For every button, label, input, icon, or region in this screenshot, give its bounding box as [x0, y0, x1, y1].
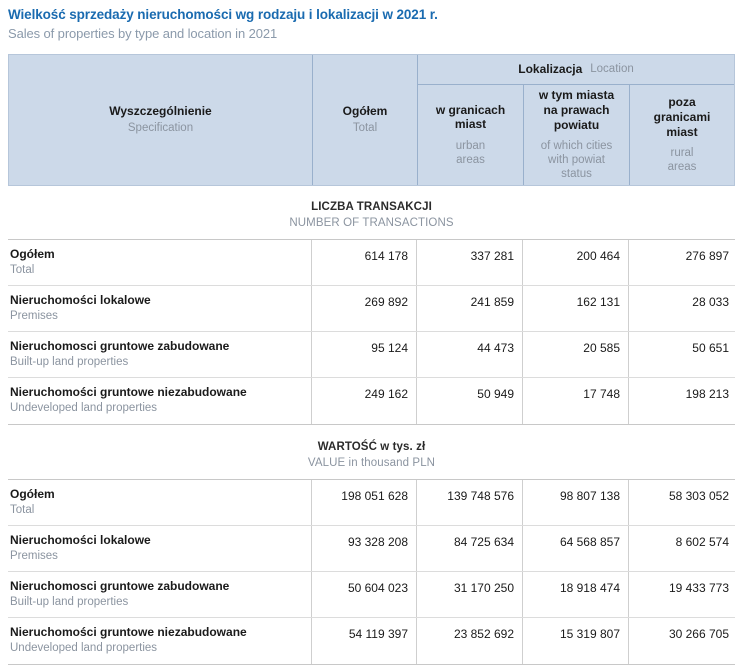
row-label-polish: Nieruchomości lokalowe — [10, 532, 151, 547]
cell-powiat: 162 131 — [523, 286, 629, 331]
section-1-title-english: NUMBER OF TRANSACTIONS — [289, 216, 454, 229]
cell-rural: 198 213 — [685, 386, 729, 401]
header-location-english: Location — [590, 63, 634, 76]
row-label-cell — [8, 240, 312, 285]
table-row — [8, 572, 735, 618]
row-label-cell — [8, 286, 312, 331]
table-row — [8, 286, 735, 332]
table-row — [8, 480, 735, 526]
cell-total: 269 892 — [312, 286, 417, 331]
cell-powiat: 20 585 — [523, 332, 629, 377]
cell-rural: 30 266 705 — [668, 626, 729, 641]
cell-rural: 50 651 — [692, 340, 729, 355]
row-label-english: Premises — [10, 309, 58, 322]
row-label-polish: Nieruchomosci gruntowe zabudowane — [10, 578, 230, 593]
cell-total: 614 178 — [312, 240, 417, 285]
table-header — [8, 54, 735, 186]
table-row — [8, 332, 735, 378]
row-label-english: Total — [10, 263, 35, 276]
header-total-english: Total — [352, 122, 378, 135]
cell-urban: 84 725 634 — [417, 526, 523, 571]
page-title-polish: Wielkość sprzedaży nieruchomości wg rodzaju i lokalizacji w 2021 r. — [8, 7, 438, 22]
cell-urban: 31 170 250 — [417, 572, 523, 617]
row-label-polish: Ogółem — [10, 246, 55, 261]
cell-rural: 58 303 052 — [668, 488, 729, 503]
row-label-english: Undeveloped land properties — [10, 402, 158, 415]
cell-total: 95 124 — [312, 332, 417, 377]
cell-urban: 139 748 576 — [417, 480, 523, 525]
table-row — [8, 526, 735, 572]
row-label-cell — [8, 332, 312, 377]
row-label-polish: Ogółem — [10, 486, 55, 501]
row-label-english: Total — [10, 503, 35, 516]
table-body-transactions — [8, 239, 735, 425]
row-label-cell — [8, 618, 312, 664]
row-label-polish: Nieruchomosci gruntowe zabudowane — [10, 338, 230, 353]
cell-powiat: 200 464 — [523, 240, 629, 285]
row-label-english: Built-up land properties — [10, 595, 129, 608]
row-label-english: Undeveloped land properties — [10, 642, 158, 655]
table-row — [8, 618, 735, 664]
header-cell-total — [313, 55, 418, 185]
cell-powiat: 17 748 — [523, 378, 629, 424]
row-label-cell — [8, 480, 312, 525]
cell-total: 50 604 023 — [312, 572, 417, 617]
header-urban-english: urban areas — [455, 139, 486, 166]
title-block — [8, 0, 742, 43]
row-label-polish: Nieruchomości lokalowe — [10, 292, 151, 307]
cell-powiat: 64 568 857 — [523, 526, 629, 571]
cell-rural: 28 033 — [692, 294, 729, 309]
header-specification-polish: Wyszczególnienie — [109, 104, 212, 119]
header-cell-urban-areas — [418, 85, 524, 185]
header-cell-specification — [9, 55, 313, 185]
header-cell-rural-areas — [630, 85, 734, 185]
cell-urban: 241 859 — [417, 286, 523, 331]
cell-rural: 19 433 773 — [668, 580, 729, 595]
row-label-cell — [8, 572, 312, 617]
section-heading-transactions — [8, 186, 735, 239]
cell-powiat: 98 807 138 — [523, 480, 629, 525]
cell-urban: 50 949 — [417, 378, 523, 424]
page-title-english: Sales of properties by type and location in 2021 — [8, 25, 278, 41]
header-location-title — [418, 55, 734, 85]
section-heading-value — [8, 425, 735, 479]
cell-total: 54 119 397 — [312, 618, 417, 664]
row-label-cell — [8, 378, 312, 424]
row-label-polish: Nieruchomości gruntowe niezabudowane — [10, 385, 247, 400]
cell-urban: 44 473 — [417, 332, 523, 377]
section-2-title-polish: WARTOŚĆ w tys. zł — [317, 440, 426, 453]
cell-rural: 276 897 — [685, 248, 729, 263]
cell-total: 198 051 628 — [312, 480, 417, 525]
row-label-english: Premises — [10, 549, 58, 562]
row-label-english: Built-up land properties — [10, 355, 129, 368]
cell-powiat: 15 319 807 — [523, 618, 629, 664]
header-powiat-english: of which cities with powiat status — [540, 140, 613, 181]
header-total-polish: Ogółem — [342, 104, 388, 119]
header-rural-polish: poza granicami miast — [653, 95, 711, 139]
table-row — [8, 378, 735, 424]
table-body-value — [8, 479, 735, 665]
row-label-polish: Nieruchomości gruntowe niezabudowane — [10, 625, 247, 640]
cell-total: 249 162 — [312, 378, 417, 424]
header-cell-powiat-cities — [524, 85, 630, 185]
header-group-location — [418, 55, 734, 185]
header-location-polish: Lokalizacja — [518, 61, 583, 76]
cell-powiat: 18 918 474 — [523, 572, 629, 617]
row-label-cell — [8, 526, 312, 571]
cell-rural: 8 602 574 — [675, 534, 729, 549]
section-1-title-polish: LICZBA TRANSAKCJI — [311, 200, 432, 213]
header-location-columns — [418, 85, 734, 185]
cell-urban: 337 281 — [417, 240, 523, 285]
header-urban-polish: w granicach miast — [435, 102, 506, 132]
cell-urban: 23 852 692 — [417, 618, 523, 664]
table-row — [8, 240, 735, 286]
header-powiat-polish: w tym miasta na prawach powiatu — [538, 88, 615, 132]
header-rural-english: rural areas — [667, 147, 697, 174]
section-2-title-english: VALUE in thousand PLN — [307, 456, 436, 469]
header-specification-english: Specification — [127, 122, 194, 135]
cell-total: 93 328 208 — [312, 526, 417, 571]
